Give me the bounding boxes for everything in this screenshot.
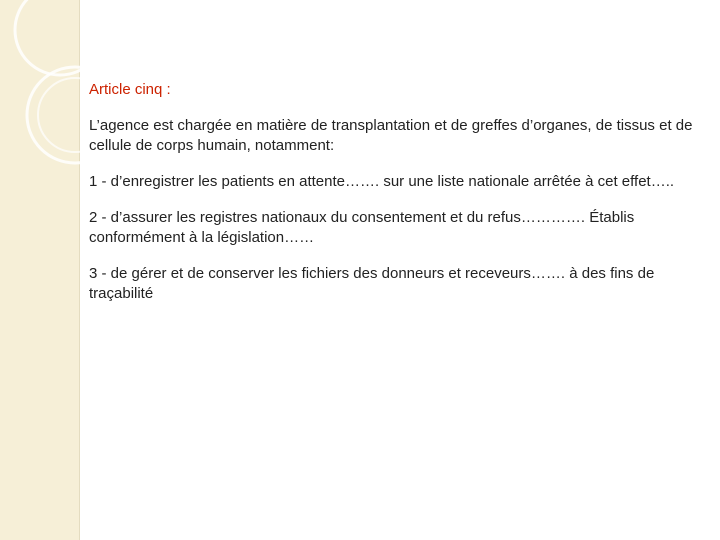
article-item-2: 2 - d’assurer les registres nationaux du consentement et du refus…………. Établis conformément à la législation…… <box>89 209 635 246</box>
article-item-3: 3 - de gérer et de conserver les fichiers des donneurs et receveurs……. à des fins de traçabilité <box>89 265 655 302</box>
article-item-1: 1 - d’enregistrer les patients en attente……. sur une liste nationale arrêtée à cet effet….. <box>89 173 675 190</box>
article-body <box>89 80 699 320</box>
article-intro: L’agence est chargée en matière de transplantation et de greffes d’organes, de tissus et de cellule de corps humain, notamment: <box>89 117 693 154</box>
article-heading: Article cinq : <box>89 81 171 98</box>
